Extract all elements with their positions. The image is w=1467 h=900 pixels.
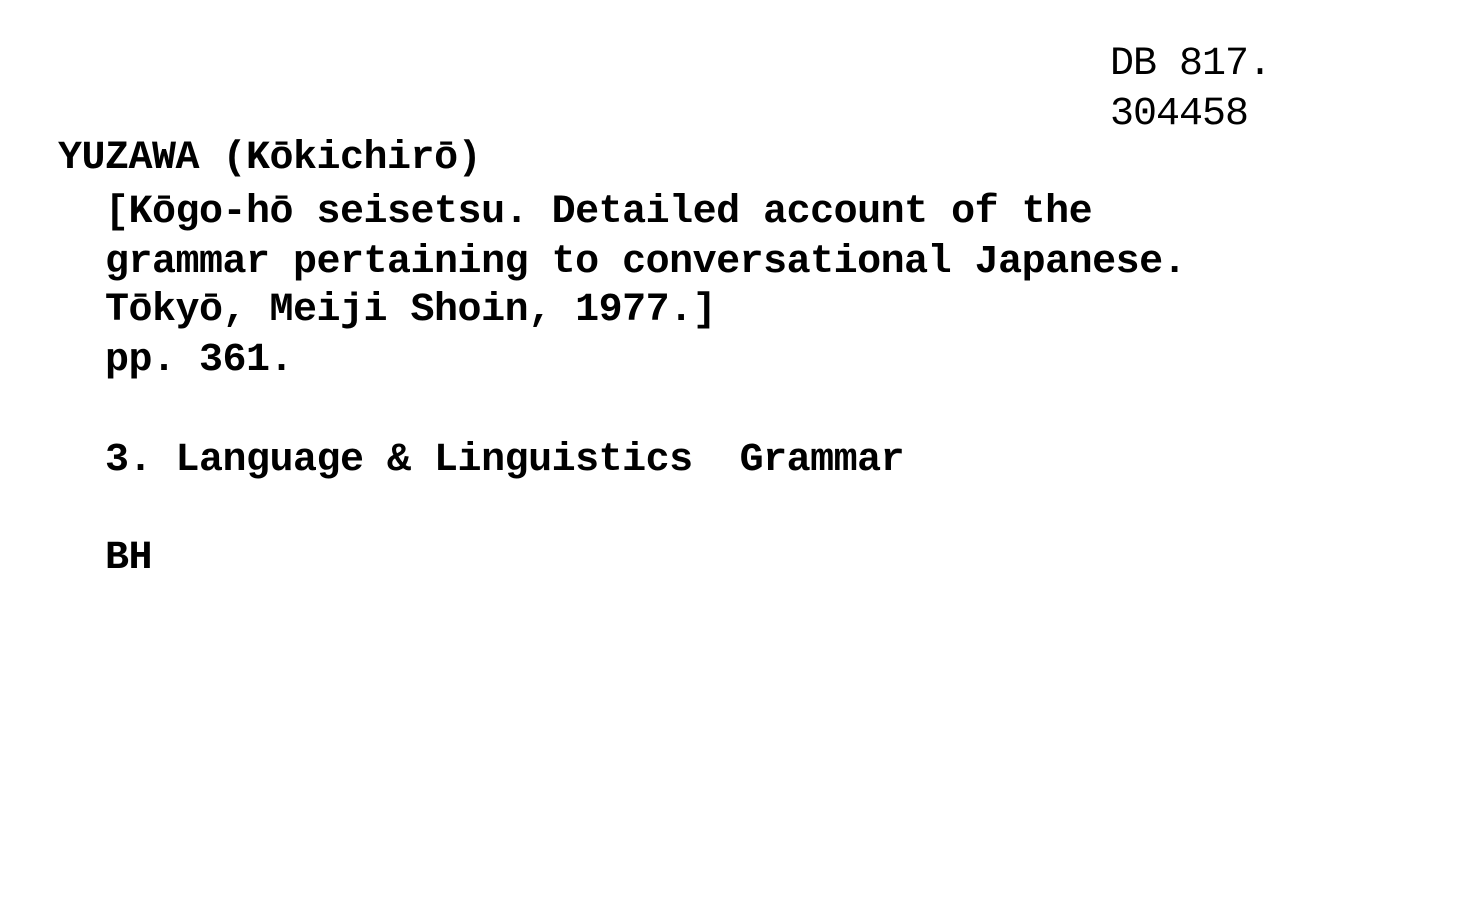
title-line-1: [Kōgo-hō seisetsu. Detailed account of the — [105, 190, 1093, 235]
author-heading: YUZAWA (Kōkichirō) — [58, 136, 482, 181]
title-line-2: grammar pertaining to conversational Japanese. — [105, 240, 1187, 285]
classmark-line-1: DB 817. — [1110, 42, 1272, 87]
collation: pp. 361. — [105, 338, 294, 383]
title-line-3: Tōkyō, Meiji Shoin, 1977.] — [105, 288, 717, 333]
subject-heading: 3. Language & Linguistics Grammar — [105, 438, 905, 483]
cataloger-initials: BH — [105, 536, 153, 581]
classmark-line-2: 304458 — [1110, 92, 1249, 137]
